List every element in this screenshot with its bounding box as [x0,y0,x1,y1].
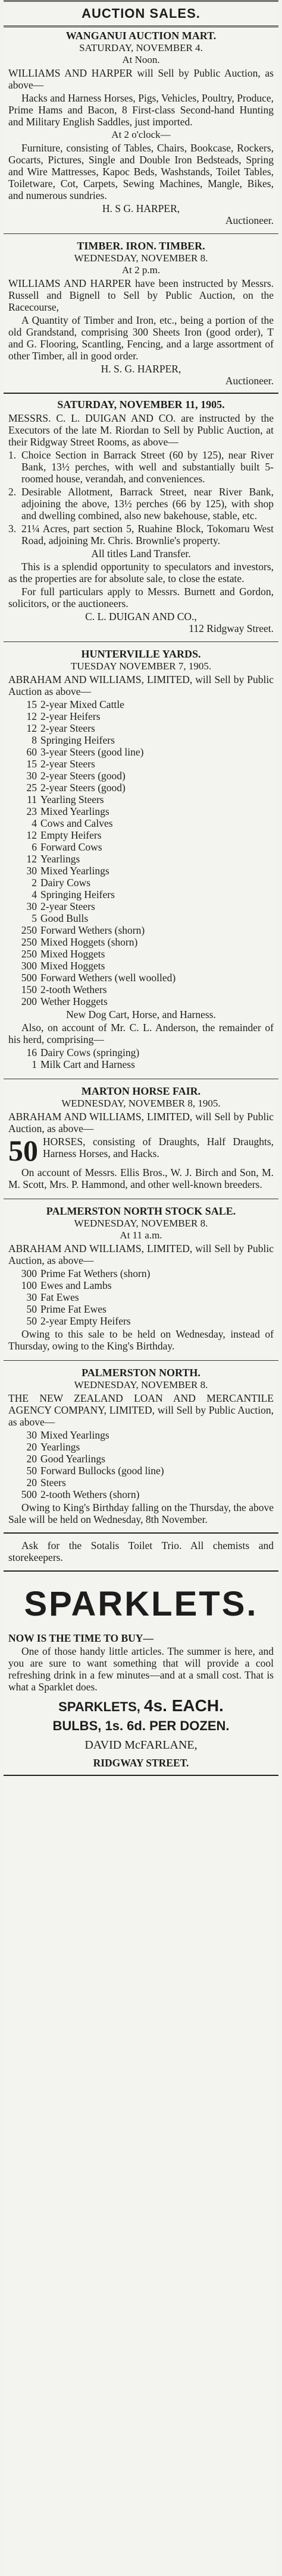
divider [4,393,278,394]
item-count: 200 [21,995,37,1007]
ad-body-2: Furniture, consisting of Tables, Chairs, Bookcase, Rockers, Gocarts, Pictures, Single and Double Iron Bedsteads, Spring and Wire Mattresses, Kapoc Beds, Washstands, Toilet Tables, Toiletware, Cot, Carpets, Sewing Machines, Mangle, Bikes, and numerous sundries. [8,142,274,201]
ad-title: HUNTERVILLE YARDS. [81,648,201,660]
ad-extra: New Dog Cart, Horse, and Harness. [66,1009,216,1020]
ad-title: TIMBER. IRON. TIMBER. [77,240,205,252]
horse-count: 50 [8,1134,38,1167]
item-count: 11 [27,794,37,805]
item-text: Good Yearlings [40,1453,105,1465]
list-item [13,995,274,1007]
ad-time-2: At 2 o'clock— [111,129,171,140]
item-text: Forward Cows [40,841,102,853]
item-count: 250 [21,936,37,948]
item-count: 50 [26,1303,37,1315]
section-header: AUCTION SALES. [4,0,278,27]
ad-also: Also, on account of Mr. C. L. Anderson, the remainder of his herd, comprising— [8,1022,274,1045]
list-item [13,877,274,889]
ad-role: Auctioneer. [225,214,274,226]
stock-list [13,1429,274,1500]
ad-body: Owing to King's Birthday falling on the Thursday, the above Sale will be held on Wednesday, 8th November. [8,1502,274,1525]
item-count: 250 [21,948,37,960]
list-item [13,1441,274,1453]
item-text: Prime Fat Wethers (shorn) [40,1268,151,1279]
list-item [13,710,274,722]
ad-signature: C. L. DUIGAN AND CO., [85,611,197,622]
item-count: 8 [32,734,37,746]
ad-time: At 11 a.m. [120,1229,162,1241]
list-item [13,1429,274,1441]
item-number: 1. [8,449,17,461]
item-text: Mixed Yearlings [40,1429,109,1441]
stock-list-2 [13,1047,274,1070]
item-text: Empty Heifers [40,829,102,841]
ad-note: All titles Land Transfer. [91,548,191,560]
item-count: 15 [26,758,37,770]
ad-body: Ask for the Sotalis Toilet Trio. All chemists and storekeepers. [8,1540,274,1563]
item-count: 60 [26,746,37,758]
item-text: Mixed Hoggets [40,960,105,972]
list-item [13,900,274,912]
ad-marton-horse-fair [4,1083,278,1195]
ad-sparklets [4,1574,278,1772]
divider [4,1360,278,1361]
list-item [13,1488,274,1500]
item-count: 25 [26,782,37,794]
ad-timber-iron [4,238,278,390]
item-text: Forward Bullocks (good line) [40,1465,164,1477]
ad-title: WANGANUI AUCTION MART. [65,30,217,42]
ad-address: 112 Ridgway Street. [189,622,274,634]
ad-address: RIDGWAY STREET. [93,1757,189,1769]
item-count: 300 [21,1268,37,1279]
list-item [8,486,274,521]
item-text: 2-year Empty Heifers [40,1315,131,1327]
item-text: Dairy Cows (springing) [40,1047,140,1058]
ad-title: PALMERSTON NORTH STOCK SALE. [46,1205,236,1217]
item-number: 2. [8,486,17,498]
item-text: Cows and Calves [40,817,113,829]
ad-date: TUESDAY NOVEMBER 7, 1905. [70,660,212,672]
item-text: Mixed Yearlings [40,865,109,877]
item-text: Mixed Hoggets (shorn) [40,936,138,948]
ad-date: WEDNESDAY, NOVEMBER 8. [74,1379,208,1390]
ad-intro: ABRAHAM AND WILLIAMS, LIMITED, will Sell by Public Auction as above— [8,674,274,697]
list-item [13,1047,274,1058]
item-count: 30 [26,1429,37,1441]
ad-time: At Noon. [122,54,160,65]
ad-date: SATURDAY, NOVEMBER 4. [79,42,203,53]
list-item [13,1315,274,1327]
item-text: 3-year Steers (good line) [40,746,144,758]
divider [4,1532,278,1534]
item-text: Fat Ewes [40,1291,79,1303]
item-count: 12 [26,722,37,734]
list-item [13,1465,274,1477]
ad-intro: ABRAHAM AND WILLIAMS, LIMITED, will Sell by Public Auction, as above— [8,1111,274,1134]
item-count: 50 [26,1315,37,1327]
item-text: Wether Hoggets [40,995,108,1007]
list-item [13,829,274,841]
ad-wanganui-auction-mart [4,27,278,230]
ad-intro: NOW IS THE TIME TO BUY— [8,1632,153,1644]
item-text: Desirable Allotment, Barrack Street, near River Bank, adjoining the above, 13½ perches (66 by 125), with shop and dwelling combined, also new bakehouse, stable, etc. [21,486,274,521]
list-item [13,889,274,900]
item-text: 2-year Mixed Cattle [40,698,124,710]
ad-signature: H. S. G. HARPER, [101,363,181,375]
item-text: Milk Cart and Harness [40,1058,135,1070]
stock-list [13,1268,274,1327]
ad-title: PALMERSTON NORTH. [82,1367,200,1379]
item-number: 3. [8,523,17,535]
item-count: 12 [26,829,37,841]
item-text: Mixed Yearlings [40,805,109,817]
item-text: 2-year Steers [40,722,95,734]
item-count: 300 [21,960,37,972]
item-count: 30 [26,1291,37,1303]
list-item [13,984,274,995]
list-item [13,805,274,817]
item-text: 2-tooth Wethers [40,984,107,995]
list-item [8,449,274,485]
divider [4,233,278,234]
list-item [13,794,274,805]
ad-intro: MESSRS. C. L. DUIGAN AND CO. are instructed by the Executors of the late M. Riordan to Sell by Public Auction, at their Ridgway Street Rooms, as above— [8,412,274,448]
item-count: 250 [21,924,37,936]
ad-body: This is a splendid opportunity to speculators and investors, as the properties are for absolute sale, to close the estate. [8,561,274,584]
divider [4,641,278,642]
ad-palmerston-loan-mercantile [4,1364,278,1530]
item-count: 30 [26,900,37,912]
list-item [13,912,274,924]
item-count: 4 [32,817,37,829]
item-text: Dairy Cows [40,877,91,889]
ad-bulbs: BULBS, 1s. 6d. PER DOZEN. [52,1718,230,1733]
item-text: 2-year Steers (good) [40,770,126,782]
item-count: 30 [26,770,37,782]
ad-date: WEDNESDAY, NOVEMBER 8, 1905. [61,1098,221,1109]
list-item [13,722,274,734]
item-count: 12 [26,710,37,722]
item-text: 2-year Steers [40,758,95,770]
item-count: 20 [26,1477,37,1488]
list-item [13,1303,274,1315]
item-text: Yearlings [40,1441,80,1453]
ad-role: Auctioneer. [225,375,274,387]
item-count: 2 [32,877,37,889]
item-text: Prime Fat Ewes [40,1303,106,1315]
item-text: 21¼ Acres, part section 5, Ruahine Block, Tokomaru West Road, adjoining Mr. Chris. Brownlie's property. [21,523,274,546]
item-count: 5 [32,912,37,924]
item-text: Springing Heifers [40,734,115,746]
item-count: 20 [26,1441,37,1453]
item-count: 16 [26,1047,37,1058]
item-text: 2-year Steers [40,900,95,912]
price-value: 4s. EACH. [144,1696,224,1715]
ad-body-2: For full particulars apply to Messrs. Burnett and Gordon, solicitors, or the auctioneers. [8,586,274,609]
divider [4,1570,278,1572]
ad-intro: ABRAHAM AND WILLIAMS, LIMITED, will Sell by Public Auction, as above— [8,1243,274,1266]
item-count: 500 [21,972,37,984]
item-count: 150 [21,984,37,995]
list-item [13,1279,274,1291]
ad-duigan-estate [4,396,278,638]
ad-intro: WILLIAMS AND HARPER will Sell by Public Auction, as above— [8,67,274,91]
list-item [13,734,274,746]
list-item [13,960,274,972]
ad-price [8,1696,274,1715]
list-item [13,1453,274,1465]
item-count: 23 [26,805,37,817]
ad-body-2: On account of Messrs. Ellis Bros., W. J. Birch and Son, M. M. Scott, Mrs. P. Hammond, and other well-known breeders. [8,1167,274,1190]
ad-body: One of those handy little articles. The summer is here, and you are sure to want something that will provide a cool refreshing drink in a few minutes—and at a small cost. That is what a Sparklet does. [8,1645,274,1693]
list-item [13,1058,274,1070]
list-item [13,817,274,829]
item-count: 12 [26,853,37,865]
item-text: Good Bulls [40,912,89,924]
item-text: 2-tooth Wethers (shorn) [40,1488,140,1500]
ad-date: WEDNESDAY, NOVEMBER 8. [74,1218,208,1229]
ad-body: A Quantity of Timber and Iron, etc., being a portion of the old Grandstand, comprising 300 Sheets Iron (good order), T and G. Flooring, Scantling, Fencing, and a large assortment of other Timber, all in good order. [8,314,274,362]
list-item [13,841,274,853]
ad-headline: SPARKLETS. [24,1585,258,1623]
list-item [13,865,274,877]
ad-title: MARTON HORSE FAIR. [81,1085,201,1097]
item-text: Ewes and Lambs [40,1279,112,1291]
item-text: Springing Heifers [40,889,115,900]
item-count: 20 [26,1453,37,1465]
item-text: 2-year Steers (good) [40,782,126,794]
list-item [13,924,274,936]
item-text: 2-year Heifers [40,710,101,722]
ad-body: HORSES, consisting of Draughts, Half Draughts, Harness Horses, and Hacks. [43,1136,274,1159]
list-item [13,1268,274,1279]
ad-intro: WILLIAMS AND HARPER have been instructed by Messrs. Russell and Bignell to Sell by Public Auction, on the Racecourse, [8,277,274,313]
newspaper-page [4,0,278,2576]
ad-time: At 2 p.m. [121,264,161,276]
ad-body: Owing to this sale to be held on Wednesday, instead of Thursday, owing to the King's Birthday. [8,1328,274,1352]
list-item [13,1291,274,1303]
item-text: Yearlings [40,853,80,865]
divider [4,1775,278,1776]
ad-horses [8,1136,274,1165]
item-count: 15 [26,698,37,710]
item-text: Forward Wethers (shorn) [40,924,145,936]
item-count: 50 [26,1465,37,1477]
ad-signature: DAVID McFARLANE, [84,1739,198,1752]
ad-body: Hacks and Harness Horses, Pigs, Vehicles, Poultry, Produce, Prime Hams and Bacon, 8 First-class Second-hand Hunting and Military English Saddles, just imported. [8,92,274,128]
ad-sotalis [4,1536,278,1568]
item-count: 100 [21,1279,37,1291]
item-count: 6 [32,841,37,853]
item-text: Forward Wethers (well woolled) [40,972,176,984]
list-item [13,936,274,948]
ad-date: WEDNESDAY, NOVEMBER 8. [74,252,208,264]
list-item [13,746,274,758]
list-item [13,782,274,794]
item-text: Choice Section in Barrack Street (60 by 125), near River Bank, 13½ perches, with well and substantially built 5-roomed house, verandah, and conveniences. [21,449,274,485]
ad-intro: THE NEW ZEALAND LOAN AND MERCANTILE AGENCY COMPANY, LIMITED, will Sell by Public Auction, as above— [8,1392,274,1428]
list-item [13,1477,274,1488]
price-label: SPARKLETS, [58,1699,140,1714]
item-count: 30 [26,865,37,877]
stock-list [13,698,274,1007]
list-item [13,758,274,770]
item-text: Steers [40,1477,66,1488]
item-count: 4 [32,889,37,900]
list-item [13,853,274,865]
ad-date: SATURDAY, NOVEMBER 11, 1905. [57,399,225,410]
item-text: Yearling Steers [40,794,104,805]
item-text: Mixed Hoggets [40,948,105,960]
list-item [13,948,274,960]
item-count: 1 [32,1058,37,1070]
list-item [8,523,274,546]
item-count: 500 [21,1488,37,1500]
ad-signature: H. S G. HARPER, [102,203,180,214]
list-item [13,972,274,984]
list-item [13,698,274,710]
list-item [13,770,274,782]
ad-palmerston-stock-sale [4,1203,278,1357]
ad-hunterville-yards [4,646,278,1075]
